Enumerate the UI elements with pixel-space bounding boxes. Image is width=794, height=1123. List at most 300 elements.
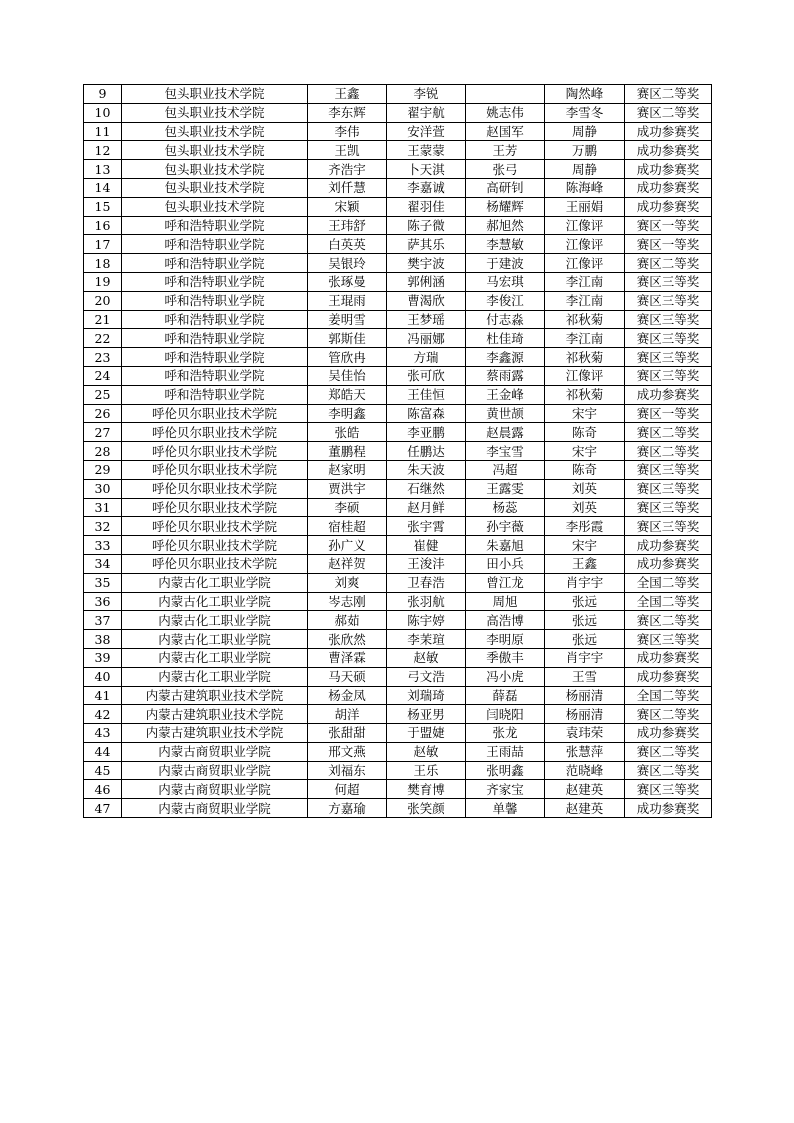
school-cell: 包头职业技术学院 bbox=[122, 122, 308, 141]
row-number-cell: 32 bbox=[84, 517, 122, 536]
school-cell: 包头职业技术学院 bbox=[122, 160, 308, 179]
student-1-cell: 张甜甜 bbox=[308, 724, 387, 743]
school-cell: 呼和浩特职业学院 bbox=[122, 291, 308, 310]
advisor-cell: 杨丽清 bbox=[545, 705, 625, 724]
advisor-cell: 杨丽清 bbox=[545, 686, 625, 705]
advisor-cell: 江像评 bbox=[545, 366, 625, 385]
advisor-cell: 李雪冬 bbox=[545, 103, 625, 122]
student-1-cell: 宋颖 bbox=[308, 197, 387, 216]
row-number-cell: 9 bbox=[84, 85, 122, 104]
student-2-cell: 陈富森 bbox=[387, 404, 466, 423]
row-number-cell: 12 bbox=[84, 141, 122, 160]
advisor-cell: 王雪 bbox=[545, 667, 625, 686]
school-cell: 内蒙古化工职业学院 bbox=[122, 630, 308, 649]
award-cell: 赛区一等奖 bbox=[625, 235, 712, 254]
student-3-cell: 薛磊 bbox=[466, 686, 545, 705]
table-row bbox=[84, 667, 712, 686]
row-number-cell: 13 bbox=[84, 160, 122, 179]
table-row bbox=[84, 366, 712, 385]
student-2-cell: 任鹏达 bbox=[387, 442, 466, 461]
award-cell: 赛区二等奖 bbox=[625, 761, 712, 780]
school-cell: 包头职业技术学院 bbox=[122, 85, 308, 104]
student-1-cell: 管欣冉 bbox=[308, 348, 387, 367]
student-2-cell: 安洋萱 bbox=[387, 122, 466, 141]
advisor-cell: 宋宇 bbox=[545, 404, 625, 423]
award-cell: 赛区二等奖 bbox=[625, 742, 712, 761]
student-3-cell: 单馨 bbox=[466, 799, 545, 818]
award-cell: 赛区二等奖 bbox=[625, 85, 712, 104]
table-row bbox=[84, 780, 712, 799]
student-3-cell: 闫晓阳 bbox=[466, 705, 545, 724]
student-1-cell: 董鹏程 bbox=[308, 442, 387, 461]
table-row bbox=[84, 517, 712, 536]
student-3-cell: 李慧敏 bbox=[466, 235, 545, 254]
student-3-cell: 冯小虎 bbox=[466, 667, 545, 686]
student-2-cell: 张羽航 bbox=[387, 592, 466, 611]
student-3-cell: 杜佳琦 bbox=[466, 329, 545, 348]
school-cell: 呼和浩特职业学院 bbox=[122, 216, 308, 235]
advisor-cell: 王鑫 bbox=[545, 554, 625, 573]
student-1-cell: 吴银玲 bbox=[308, 254, 387, 273]
student-2-cell: 王蒙蒙 bbox=[387, 141, 466, 160]
student-2-cell: 曹渴欣 bbox=[387, 291, 466, 310]
row-number-cell: 38 bbox=[84, 630, 122, 649]
student-1-cell: 李明鑫 bbox=[308, 404, 387, 423]
student-3-cell: 郝旭然 bbox=[466, 216, 545, 235]
advisor-cell: 赵建英 bbox=[545, 799, 625, 818]
school-cell: 内蒙古化工职业学院 bbox=[122, 648, 308, 667]
table-row bbox=[84, 160, 712, 179]
advisor-cell: 张远 bbox=[545, 630, 625, 649]
table-row bbox=[84, 216, 712, 235]
school-cell: 呼伦贝尔职业技术学院 bbox=[122, 554, 308, 573]
table-row bbox=[84, 592, 712, 611]
award-cell: 赛区一等奖 bbox=[625, 216, 712, 235]
award-cell: 全国二等奖 bbox=[625, 592, 712, 611]
table-row bbox=[84, 554, 712, 573]
school-cell: 包头职业技术学院 bbox=[122, 197, 308, 216]
award-cell: 成功参赛奖 bbox=[625, 385, 712, 404]
advisor-cell: 陈奇 bbox=[545, 423, 625, 442]
school-cell: 呼伦贝尔职业技术学院 bbox=[122, 479, 308, 498]
table-row bbox=[84, 103, 712, 122]
student-2-cell: 卜天淇 bbox=[387, 160, 466, 179]
student-2-cell: 张可欣 bbox=[387, 366, 466, 385]
student-1-cell: 王鑫 bbox=[308, 85, 387, 104]
award-cell: 成功参赛奖 bbox=[625, 799, 712, 818]
award-cell: 赛区三等奖 bbox=[625, 479, 712, 498]
award-cell: 赛区三等奖 bbox=[625, 517, 712, 536]
school-cell: 呼和浩特职业学院 bbox=[122, 235, 308, 254]
table-row bbox=[84, 648, 712, 667]
student-3-cell: 王露雯 bbox=[466, 479, 545, 498]
advisor-cell: 范晓峰 bbox=[545, 761, 625, 780]
table-row bbox=[84, 630, 712, 649]
student-2-cell: 朱天波 bbox=[387, 460, 466, 479]
student-3-cell: 李明原 bbox=[466, 630, 545, 649]
student-3-cell: 季傲丰 bbox=[466, 648, 545, 667]
award-cell: 成功参赛奖 bbox=[625, 160, 712, 179]
advisor-cell: 李江南 bbox=[545, 329, 625, 348]
student-2-cell: 石继然 bbox=[387, 479, 466, 498]
table-row bbox=[84, 85, 712, 104]
student-1-cell: 刘福东 bbox=[308, 761, 387, 780]
row-number-cell: 14 bbox=[84, 178, 122, 197]
row-number-cell: 46 bbox=[84, 780, 122, 799]
award-cell: 赛区二等奖 bbox=[625, 611, 712, 630]
student-3-cell: 张明鑫 bbox=[466, 761, 545, 780]
student-2-cell: 王佳恒 bbox=[387, 385, 466, 404]
award-cell: 成功参赛奖 bbox=[625, 554, 712, 573]
student-3-cell: 赵国军 bbox=[466, 122, 545, 141]
row-number-cell: 24 bbox=[84, 366, 122, 385]
student-1-cell: 齐浩宇 bbox=[308, 160, 387, 179]
student-3-cell bbox=[466, 85, 545, 104]
award-cell: 成功参赛奖 bbox=[625, 122, 712, 141]
student-1-cell: 王凯 bbox=[308, 141, 387, 160]
table-row bbox=[84, 310, 712, 329]
award-cell: 赛区二等奖 bbox=[625, 442, 712, 461]
student-3-cell: 蔡雨露 bbox=[466, 366, 545, 385]
row-number-cell: 33 bbox=[84, 536, 122, 555]
student-2-cell: 刘瑞琦 bbox=[387, 686, 466, 705]
row-number-cell: 11 bbox=[84, 122, 122, 141]
row-number-cell: 19 bbox=[84, 272, 122, 291]
table-row bbox=[84, 479, 712, 498]
award-cell: 成功参赛奖 bbox=[625, 197, 712, 216]
table-row bbox=[84, 291, 712, 310]
student-2-cell: 杨亚男 bbox=[387, 705, 466, 724]
advisor-cell: 李江南 bbox=[545, 291, 625, 310]
student-1-cell: 曹泽霖 bbox=[308, 648, 387, 667]
student-3-cell: 李鑫源 bbox=[466, 348, 545, 367]
row-number-cell: 22 bbox=[84, 329, 122, 348]
table-row bbox=[84, 498, 712, 517]
advisor-cell: 肖宇宇 bbox=[545, 573, 625, 592]
row-number-cell: 44 bbox=[84, 742, 122, 761]
table-row bbox=[84, 460, 712, 479]
student-2-cell: 弓文浩 bbox=[387, 667, 466, 686]
student-2-cell: 于盟婕 bbox=[387, 724, 466, 743]
student-3-cell: 付志淼 bbox=[466, 310, 545, 329]
row-number-cell: 36 bbox=[84, 592, 122, 611]
student-3-cell: 孙宇薇 bbox=[466, 517, 545, 536]
student-2-cell: 张笑颜 bbox=[387, 799, 466, 818]
student-1-cell: 赵祥贺 bbox=[308, 554, 387, 573]
award-cell: 成功参赛奖 bbox=[625, 141, 712, 160]
school-cell: 呼和浩特职业学院 bbox=[122, 272, 308, 291]
award-cell: 赛区三等奖 bbox=[625, 329, 712, 348]
student-3-cell: 周旭 bbox=[466, 592, 545, 611]
school-cell: 内蒙古化工职业学院 bbox=[122, 592, 308, 611]
student-1-cell: 李东辉 bbox=[308, 103, 387, 122]
student-3-cell: 于建波 bbox=[466, 254, 545, 273]
advisor-cell: 江像评 bbox=[545, 235, 625, 254]
award-cell: 赛区三等奖 bbox=[625, 366, 712, 385]
student-1-cell: 张琢曼 bbox=[308, 272, 387, 291]
table-row bbox=[84, 705, 712, 724]
student-2-cell: 赵敏 bbox=[387, 742, 466, 761]
table-row bbox=[84, 348, 712, 367]
student-2-cell: 王梦瑶 bbox=[387, 310, 466, 329]
advisor-cell: 袁玮荣 bbox=[545, 724, 625, 743]
student-1-cell: 赵家明 bbox=[308, 460, 387, 479]
advisor-cell: 江像评 bbox=[545, 216, 625, 235]
student-2-cell: 樊宇波 bbox=[387, 254, 466, 273]
row-number-cell: 23 bbox=[84, 348, 122, 367]
award-cell: 赛区二等奖 bbox=[625, 705, 712, 724]
school-cell: 呼伦贝尔职业技术学院 bbox=[122, 460, 308, 479]
award-cell: 成功参赛奖 bbox=[625, 667, 712, 686]
student-1-cell: 张皓 bbox=[308, 423, 387, 442]
row-number-cell: 15 bbox=[84, 197, 122, 216]
student-2-cell: 陈宇婷 bbox=[387, 611, 466, 630]
student-3-cell: 齐家宝 bbox=[466, 780, 545, 799]
student-2-cell: 翟宇航 bbox=[387, 103, 466, 122]
row-number-cell: 25 bbox=[84, 385, 122, 404]
student-2-cell: 方瑞 bbox=[387, 348, 466, 367]
student-2-cell: 卫春浩 bbox=[387, 573, 466, 592]
table-row bbox=[84, 122, 712, 141]
student-1-cell: 郝茹 bbox=[308, 611, 387, 630]
award-cell: 赛区三等奖 bbox=[625, 310, 712, 329]
student-3-cell: 王雨喆 bbox=[466, 742, 545, 761]
award-cell: 成功参赛奖 bbox=[625, 724, 712, 743]
student-1-cell: 刘爽 bbox=[308, 573, 387, 592]
award-cell: 成功参赛奖 bbox=[625, 536, 712, 555]
student-1-cell: 何超 bbox=[308, 780, 387, 799]
student-2-cell: 陈子微 bbox=[387, 216, 466, 235]
student-3-cell: 张弓 bbox=[466, 160, 545, 179]
school-cell: 包头职业技术学院 bbox=[122, 103, 308, 122]
student-2-cell: 王浚沣 bbox=[387, 554, 466, 573]
table-row bbox=[84, 329, 712, 348]
student-3-cell: 张龙 bbox=[466, 724, 545, 743]
award-cell: 赛区三等奖 bbox=[625, 780, 712, 799]
student-1-cell: 马天硕 bbox=[308, 667, 387, 686]
award-table-body bbox=[84, 85, 712, 818]
table-row bbox=[84, 536, 712, 555]
school-cell: 包头职业技术学院 bbox=[122, 178, 308, 197]
table-row bbox=[84, 141, 712, 160]
award-cell: 赛区二等奖 bbox=[625, 254, 712, 273]
row-number-cell: 26 bbox=[84, 404, 122, 423]
student-2-cell: 崔健 bbox=[387, 536, 466, 555]
award-cell: 赛区三等奖 bbox=[625, 630, 712, 649]
student-3-cell: 高浩博 bbox=[466, 611, 545, 630]
student-2-cell: 王乐 bbox=[387, 761, 466, 780]
advisor-cell: 刘英 bbox=[545, 479, 625, 498]
school-cell: 呼伦贝尔职业技术学院 bbox=[122, 517, 308, 536]
row-number-cell: 10 bbox=[84, 103, 122, 122]
row-number-cell: 29 bbox=[84, 460, 122, 479]
table-row bbox=[84, 178, 712, 197]
student-3-cell: 杨耀辉 bbox=[466, 197, 545, 216]
row-number-cell: 28 bbox=[84, 442, 122, 461]
row-number-cell: 40 bbox=[84, 667, 122, 686]
advisor-cell: 祁秋菊 bbox=[545, 348, 625, 367]
advisor-cell: 王丽娟 bbox=[545, 197, 625, 216]
student-3-cell: 冯超 bbox=[466, 460, 545, 479]
table-row bbox=[84, 686, 712, 705]
student-3-cell: 朱嘉旭 bbox=[466, 536, 545, 555]
student-1-cell: 邢文燕 bbox=[308, 742, 387, 761]
table-row bbox=[84, 742, 712, 761]
advisor-cell: 陶然峰 bbox=[545, 85, 625, 104]
award-cell: 赛区三等奖 bbox=[625, 498, 712, 517]
award-cell: 赛区三等奖 bbox=[625, 348, 712, 367]
table-row bbox=[84, 799, 712, 818]
student-3-cell: 李宝雪 bbox=[466, 442, 545, 461]
award-cell: 赛区二等奖 bbox=[625, 103, 712, 122]
row-number-cell: 27 bbox=[84, 423, 122, 442]
school-cell: 内蒙古建筑职业技术学院 bbox=[122, 724, 308, 743]
award-cell: 赛区三等奖 bbox=[625, 272, 712, 291]
advisor-cell: 陈海峰 bbox=[545, 178, 625, 197]
school-cell: 呼和浩特职业学院 bbox=[122, 310, 308, 329]
school-cell: 内蒙古化工职业学院 bbox=[122, 667, 308, 686]
advisor-cell: 张远 bbox=[545, 592, 625, 611]
school-cell: 内蒙古建筑职业技术学院 bbox=[122, 686, 308, 705]
student-2-cell: 赵敏 bbox=[387, 648, 466, 667]
table-row bbox=[84, 611, 712, 630]
student-2-cell: 李嘉诚 bbox=[387, 178, 466, 197]
advisor-cell: 宋宇 bbox=[545, 442, 625, 461]
advisor-cell: 张慧萍 bbox=[545, 742, 625, 761]
student-1-cell: 孙广义 bbox=[308, 536, 387, 555]
student-1-cell: 王琨雨 bbox=[308, 291, 387, 310]
award-cell: 成功参赛奖 bbox=[625, 648, 712, 667]
student-1-cell: 贾洪宇 bbox=[308, 479, 387, 498]
school-cell: 呼和浩特职业学院 bbox=[122, 385, 308, 404]
advisor-cell: 李彤霞 bbox=[545, 517, 625, 536]
student-1-cell: 郭斯佳 bbox=[308, 329, 387, 348]
student-3-cell: 黄世颉 bbox=[466, 404, 545, 423]
student-1-cell: 胡洋 bbox=[308, 705, 387, 724]
award-table bbox=[83, 84, 712, 818]
student-1-cell: 吴佳怡 bbox=[308, 366, 387, 385]
student-2-cell: 张宇霄 bbox=[387, 517, 466, 536]
school-cell: 内蒙古商贸职业学院 bbox=[122, 799, 308, 818]
student-2-cell: 樊育博 bbox=[387, 780, 466, 799]
award-cell: 赛区三等奖 bbox=[625, 460, 712, 479]
student-1-cell: 郑皓天 bbox=[308, 385, 387, 404]
school-cell: 呼和浩特职业学院 bbox=[122, 329, 308, 348]
school-cell: 内蒙古商贸职业学院 bbox=[122, 742, 308, 761]
student-2-cell: 冯丽娜 bbox=[387, 329, 466, 348]
row-number-cell: 18 bbox=[84, 254, 122, 273]
student-3-cell: 姚志伟 bbox=[466, 103, 545, 122]
school-cell: 内蒙古化工职业学院 bbox=[122, 611, 308, 630]
award-cell: 赛区二等奖 bbox=[625, 423, 712, 442]
table-row bbox=[84, 235, 712, 254]
student-2-cell: 李锐 bbox=[387, 85, 466, 104]
student-3-cell: 杨蕊 bbox=[466, 498, 545, 517]
student-3-cell: 赵晨露 bbox=[466, 423, 545, 442]
school-cell: 内蒙古商贸职业学院 bbox=[122, 761, 308, 780]
advisor-cell: 祁秋菊 bbox=[545, 385, 625, 404]
school-cell: 内蒙古商贸职业学院 bbox=[122, 780, 308, 799]
advisor-cell: 周静 bbox=[545, 122, 625, 141]
row-number-cell: 39 bbox=[84, 648, 122, 667]
school-cell: 呼和浩特职业学院 bbox=[122, 348, 308, 367]
advisor-cell: 刘英 bbox=[545, 498, 625, 517]
row-number-cell: 41 bbox=[84, 686, 122, 705]
school-cell: 呼伦贝尔职业技术学院 bbox=[122, 498, 308, 517]
row-number-cell: 35 bbox=[84, 573, 122, 592]
student-3-cell: 王芳 bbox=[466, 141, 545, 160]
row-number-cell: 43 bbox=[84, 724, 122, 743]
student-1-cell: 张欣然 bbox=[308, 630, 387, 649]
award-cell: 全国二等奖 bbox=[625, 686, 712, 705]
table-row bbox=[84, 197, 712, 216]
row-number-cell: 45 bbox=[84, 761, 122, 780]
school-cell: 呼伦贝尔职业技术学院 bbox=[122, 442, 308, 461]
advisor-cell: 祁秋菊 bbox=[545, 310, 625, 329]
advisor-cell: 宋宇 bbox=[545, 536, 625, 555]
advisor-cell: 万鹏 bbox=[545, 141, 625, 160]
award-cell: 成功参赛奖 bbox=[625, 178, 712, 197]
school-cell: 包头职业技术学院 bbox=[122, 141, 308, 160]
table-row bbox=[84, 272, 712, 291]
student-1-cell: 白英英 bbox=[308, 235, 387, 254]
row-number-cell: 37 bbox=[84, 611, 122, 630]
advisor-cell: 赵建英 bbox=[545, 780, 625, 799]
school-cell: 呼伦贝尔职业技术学院 bbox=[122, 404, 308, 423]
advisor-cell: 李江南 bbox=[545, 272, 625, 291]
student-3-cell: 李俊江 bbox=[466, 291, 545, 310]
row-number-cell: 17 bbox=[84, 235, 122, 254]
school-cell: 呼伦贝尔职业技术学院 bbox=[122, 423, 308, 442]
student-3-cell: 高研钊 bbox=[466, 178, 545, 197]
advisor-cell: 周静 bbox=[545, 160, 625, 179]
table-row bbox=[84, 254, 712, 273]
table-row bbox=[84, 761, 712, 780]
student-1-cell: 岑志刚 bbox=[308, 592, 387, 611]
school-cell: 内蒙古化工职业学院 bbox=[122, 573, 308, 592]
award-cell: 赛区三等奖 bbox=[625, 291, 712, 310]
student-1-cell: 王玮舒 bbox=[308, 216, 387, 235]
row-number-cell: 47 bbox=[84, 799, 122, 818]
row-number-cell: 21 bbox=[84, 310, 122, 329]
student-2-cell: 萨其乐 bbox=[387, 235, 466, 254]
school-cell: 内蒙古建筑职业技术学院 bbox=[122, 705, 308, 724]
row-number-cell: 31 bbox=[84, 498, 122, 517]
student-1-cell: 杨金凤 bbox=[308, 686, 387, 705]
row-number-cell: 16 bbox=[84, 216, 122, 235]
row-number-cell: 34 bbox=[84, 554, 122, 573]
student-3-cell: 王金峰 bbox=[466, 385, 545, 404]
table-row bbox=[84, 724, 712, 743]
row-number-cell: 42 bbox=[84, 705, 122, 724]
student-2-cell: 赵月鲜 bbox=[387, 498, 466, 517]
student-3-cell: 曾江龙 bbox=[466, 573, 545, 592]
award-list-sheet bbox=[83, 84, 712, 818]
school-cell: 呼伦贝尔职业技术学院 bbox=[122, 536, 308, 555]
advisor-cell: 江像评 bbox=[545, 254, 625, 273]
advisor-cell: 肖宇宇 bbox=[545, 648, 625, 667]
award-cell: 全国二等奖 bbox=[625, 573, 712, 592]
student-1-cell: 宿桂超 bbox=[308, 517, 387, 536]
table-row bbox=[84, 573, 712, 592]
student-2-cell: 李亚鹏 bbox=[387, 423, 466, 442]
student-2-cell: 李茉瑄 bbox=[387, 630, 466, 649]
school-cell: 呼和浩特职业学院 bbox=[122, 254, 308, 273]
award-cell: 赛区一等奖 bbox=[625, 404, 712, 423]
school-cell: 呼和浩特职业学院 bbox=[122, 366, 308, 385]
student-1-cell: 李伟 bbox=[308, 122, 387, 141]
table-row bbox=[84, 423, 712, 442]
